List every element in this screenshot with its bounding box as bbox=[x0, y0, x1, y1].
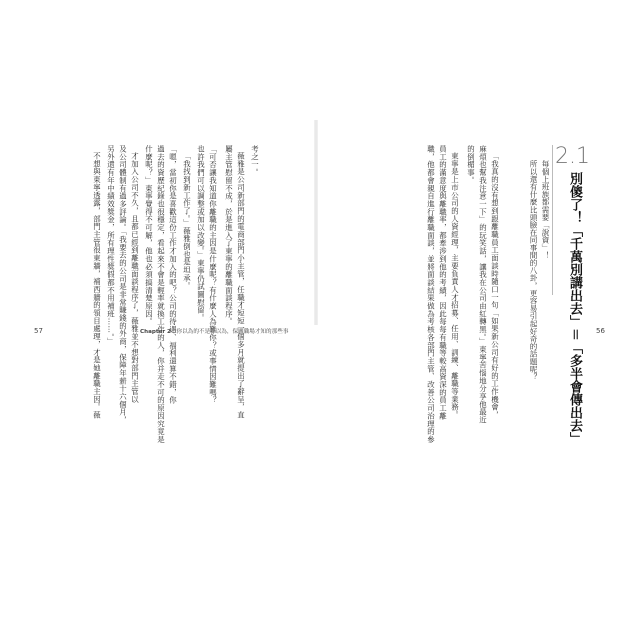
left-paragraph-3: 屬主管慰留不成，於是進入了東寧的離職面談程序。 bbox=[224, 145, 234, 326]
left-paragraph-4: 「可否讓我知道你離職的主因是什麼呢？有什麼人為難你？或事情因難嗎？ bbox=[208, 145, 218, 405]
left-paragraph-11: 及公司體制有過多評論。「我要去的公司是非常賺錢的外商，保障年薪十六個月， bbox=[118, 145, 128, 424]
left-paragraph-9: 什麼呢？」東寧覺得不可解，他也必須搞清楚原因。 bbox=[144, 145, 154, 326]
section-title: 別傻了！「千萬別講出去」＝「多半會傳出去」 bbox=[567, 172, 582, 445]
heading-rule bbox=[552, 145, 553, 295]
gutter bbox=[314, 120, 318, 325]
section-number: 2.1 bbox=[555, 144, 590, 169]
left-paragraph-10: 才加入公司不久，且都已經到離職面談程序了，薇雅並不想對部門主管以 bbox=[130, 152, 140, 404]
left-paragraph-2: 薇雅是公司新部門的電商部門小主管，任職才短短一個多月就提出了辭呈，直 bbox=[236, 152, 246, 419]
left-paragraph-13: 不想與東寧透露，部門主管很東牆，補西牆的領目處理，才是她離職主因。薇 bbox=[92, 152, 102, 419]
section-subtitle-line-1: 每個上班族都需要「說資」！ bbox=[541, 160, 550, 259]
right-paragraph-4: 東寧是上市公司的人資經理，主要負責人才招募、任用、訓練、離職等業務。 bbox=[450, 152, 460, 419]
right-page-number: 56 bbox=[596, 327, 605, 335]
left-paragraph-5: 也許我們可以調整或加以改變。」東寧仍試圖慰留。 bbox=[196, 145, 206, 322]
left-page-number: 57 bbox=[34, 327, 43, 335]
right-paragraph-3: 的倒楣事。 bbox=[466, 145, 476, 185]
left-paragraph-12: 另外還有年中績效獎金，所有理性獎假都不用補班……。」 bbox=[106, 145, 116, 346]
left-paragraph-7: 「嗯，當初你是喜歡這份工作才加入的吧？公司的待遇、福利還算不錯，你 bbox=[168, 145, 178, 405]
left-paragraph-8: 過去的資歷紀錄也很穩定，看起來不會是輕率就換工作的人，你并走不可的原因究竟是 bbox=[156, 145, 166, 444]
running-chapter: Chapter 2 bbox=[140, 329, 171, 335]
left-paragraph-6: 「我找到新工作了。」薇雅倒也是坦承。 bbox=[182, 152, 192, 290]
section-subtitle-line-2: 所以還有什麼比頭臉在同事間的八卦，更容易引起好奇的話題呢？ bbox=[529, 160, 538, 381]
running-title: ｜你以為的不是你以為，保關職場才知的那些事 bbox=[170, 329, 289, 335]
running-footer bbox=[140, 327, 288, 335]
right-paragraph-5: 員工的滿意度與離職率，都牽涉到他的考績，因此每每有職等較高資深的員工離 bbox=[438, 145, 448, 420]
right-paragraph-1: 「我真的沒有想到跟離職員工面談時隨口一句「如果新公司有好的工作機會， bbox=[490, 152, 500, 419]
right-paragraph-2: 麻煩也幫我注意一下」的玩笑話，讓我在公司由紅轉黑。」東寧苦惱地分享他最近 bbox=[478, 145, 488, 424]
right-paragraph-6: 職，他都會親自進行離職面談，並將面談結果做為考核各部門主管、改善公司治理的參 bbox=[426, 145, 436, 444]
left-paragraph-1: 考之一。 bbox=[250, 145, 260, 177]
